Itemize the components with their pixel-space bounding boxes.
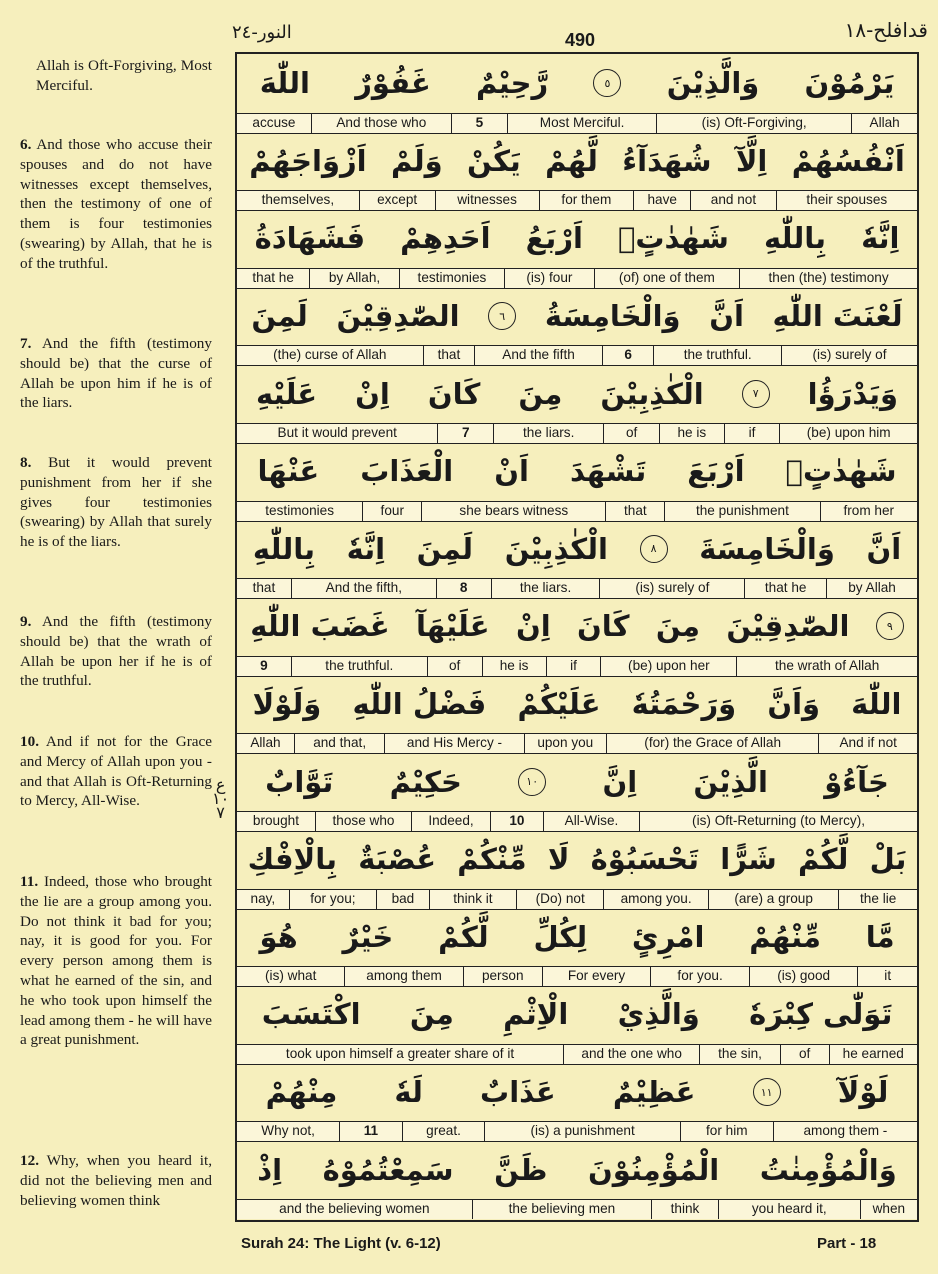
translation-paragraph: 12. Why, when you heard it, did not the believing men and believing women think — [20, 1152, 212, 1209]
arabic-word: لَمِنَ — [251, 299, 308, 334]
arabic-word: لَهٗ — [394, 1075, 423, 1110]
arabic-word: اَنْفُسُهُمْ — [791, 143, 905, 178]
arabic-word: بِالْاِفْكِ — [247, 842, 338, 877]
gloss-cell: Allah — [851, 114, 917, 133]
gloss-line — [237, 345, 917, 366]
gloss-cell: that — [605, 502, 664, 521]
gloss-cell: Allah — [250, 735, 281, 751]
word-by-word-panel — [235, 52, 919, 1222]
arabic-word: اِلَّآ — [735, 143, 768, 178]
gloss-line — [237, 113, 917, 134]
gloss-verse-number: 10 — [490, 812, 543, 831]
gloss-cell: (is) Oft-Forgiving, — [656, 114, 851, 133]
gloss-cell: then (the) testimony — [739, 269, 917, 288]
gloss-cell: and not — [690, 191, 775, 210]
gloss-cell: that he — [252, 269, 294, 285]
arabic-word: شَرًّا — [720, 842, 777, 877]
gloss-cell: And if not — [818, 734, 917, 753]
gloss-cell: for them — [539, 191, 634, 210]
gloss-verse-number: 7 — [437, 424, 493, 443]
arabic-word: امْرِئٍ — [631, 919, 705, 954]
arabic-word: غَفُوْرٌ — [355, 66, 431, 101]
gloss-cell: for him — [680, 1122, 773, 1141]
gloss-cell: Most Merciful. — [507, 114, 656, 133]
arabic-word: تَشْهَدَ — [569, 454, 647, 489]
gloss-cell: that — [423, 346, 475, 365]
gloss-cell: if — [546, 657, 601, 676]
gloss-cell: she bears witness — [421, 502, 605, 521]
arabic-word: لَوْلَآ — [837, 1075, 889, 1110]
gloss-cell: And the fifth, — [291, 579, 436, 598]
arabic-word: تَوَّابٌ — [265, 764, 334, 799]
arabic-line — [237, 752, 917, 811]
translation-paragraph: 7. And the fifth (testimony should be) that the curse of Allah be upon him if he is of the liars. — [20, 335, 212, 412]
arabic-word: يَرْمُوْنَ — [804, 66, 895, 101]
arabic-line — [237, 132, 917, 191]
gloss-verse-number: 9 — [260, 657, 268, 673]
gloss-line — [237, 733, 917, 754]
ayah-number-marker: ٥ — [593, 69, 621, 97]
arabic-word: شُهَدَآءُ — [622, 143, 712, 178]
arabic-word: اَرْبَعُ — [525, 221, 583, 256]
gloss-cell: (of) one of them — [594, 269, 740, 288]
translation-paragraph: 9. And the fifth (testimony should be) that the wrath of Allah be upon her if he is of the truthful. — [20, 613, 212, 690]
arabic-line — [237, 287, 917, 346]
arabic-word: مَّا — [865, 919, 895, 954]
gloss-cell: for you. — [650, 967, 749, 986]
gloss-cell: (for) the Grace of Allah — [606, 734, 818, 753]
gloss-cell: it — [857, 967, 917, 986]
arabic-word: بِاللّٰهِ — [252, 531, 315, 566]
arabic-word: لَّكُمْ — [797, 842, 849, 877]
gloss-cell: (is) what — [265, 968, 317, 984]
arabic-line — [237, 908, 917, 967]
arabic-word: اللّٰهَ — [259, 66, 310, 101]
gloss-line — [237, 190, 917, 211]
arabic-word: تَوَلّٰى كِبْرَهٗ — [749, 997, 893, 1032]
gloss-cell: of — [427, 657, 482, 676]
arabic-word: اَنَّ — [866, 531, 902, 566]
arabic-word: الْاِثْمِ — [503, 997, 569, 1032]
arabic-line — [237, 520, 917, 579]
arabic-word: وَالْخَامِسَةُ — [544, 299, 681, 334]
arabic-word: الصّٰدِقِيْنَ — [336, 299, 460, 334]
arabic-word: حَكِيْمٌ — [389, 764, 462, 799]
arabic-word: الَّذِيْنَ — [693, 764, 768, 799]
gloss-cell: the truthful. — [653, 346, 781, 365]
ayah-number-marker: ٩ — [876, 612, 904, 640]
gloss-cell: great. — [402, 1122, 485, 1141]
gloss-cell: among them — [344, 967, 462, 986]
gloss-cell: accuse — [252, 114, 296, 130]
arabic-word: ظَنَّ — [494, 1152, 548, 1187]
translation-paragraph: 6. And those who accuse their spouses and do not have witnesses except themselves, then the testimony of one of them is four testimonies (swearing) by Allah, that he is of the truthful. — [20, 136, 212, 272]
gloss-cell: (is) Oft-Returning (to Mercy), — [639, 812, 917, 831]
gloss-cell: witnesses — [435, 191, 539, 210]
arabic-word: اللّٰهَ — [851, 687, 902, 722]
gloss-line — [237, 966, 917, 987]
arabic-word: شَهٰدٰتٍۭ — [617, 221, 729, 256]
gloss-verse-number: 8 — [436, 579, 491, 598]
arabic-word: عَذَابٌ — [480, 1075, 556, 1110]
gloss-cell: person — [463, 967, 542, 986]
gloss-cell: (be) upon him — [779, 424, 917, 443]
arabic-word: لَا — [547, 842, 570, 877]
gloss-cell: the punishment — [664, 502, 819, 521]
arabic-word: شَهٰدٰتٍۭ — [785, 454, 897, 489]
gloss-cell: And those who — [311, 114, 451, 133]
arabic-word: وَالْمُؤْمِنٰتُ — [759, 1152, 897, 1187]
arabic-word: مِنَ — [518, 376, 563, 411]
arabic-word: وَلَوْلَا — [252, 687, 322, 722]
arabic-word: وَرَحْمَتُهٗ — [631, 687, 737, 722]
gloss-cell: their spouses — [776, 191, 917, 210]
footer-part: Part - 18 — [817, 1235, 877, 1252]
arabic-line — [237, 985, 917, 1044]
arabic-word: عُصْبَةٌ — [358, 842, 437, 877]
gloss-line — [237, 811, 917, 832]
arabic-word: عَلَيْهِ — [256, 376, 318, 411]
gloss-cell: Indeed, — [411, 812, 490, 831]
gloss-line — [237, 268, 917, 289]
arabic-word: عَظِيْمٌ — [612, 1075, 696, 1110]
gloss-cell: and the one who — [563, 1045, 699, 1064]
gloss-line — [237, 1121, 917, 1142]
ayah-number-marker: ٧ — [742, 380, 770, 408]
gloss-cell: he is — [482, 657, 546, 676]
gloss-cell: All-Wise. — [543, 812, 639, 831]
arabic-word: وَالَّذِيْ — [617, 997, 700, 1032]
arabic-word: بَلْ — [869, 842, 907, 877]
arabic-word: اَزْوَاجَهُمْ — [249, 143, 367, 178]
header-part: قدافلح-١٨ — [844, 18, 928, 42]
arabic-word: لَّهُمْ — [545, 143, 598, 178]
arabic-word: الْمُؤْمِنُوْنَ — [588, 1152, 720, 1187]
header-surah: النور-٢٤ — [232, 22, 292, 43]
translation-paragraph: 8. But it would prevent punishment from her if she gives four testimonies (swearing) by Allah that surely he is of the liars. — [20, 454, 212, 551]
gloss-cell: But it would prevent — [277, 425, 397, 440]
gloss-cell: he earned — [829, 1045, 917, 1064]
arabic-word: فَضْلُ اللّٰهِ — [352, 687, 487, 722]
gloss-line — [237, 889, 917, 910]
arabic-line — [237, 1140, 917, 1199]
arabic-word: اِنَّهٗ — [861, 221, 900, 256]
gloss-cell: those who — [315, 812, 411, 831]
arabic-word: وَلَمْ — [390, 143, 443, 178]
ruku-margin-mark: ع ١٠ ٧ — [212, 775, 230, 822]
gloss-cell: (is) a punishment — [484, 1122, 679, 1141]
arabic-word: فَشَهَادَةُ — [254, 221, 366, 256]
arabic-word: اَحَدِهِمْ — [400, 221, 491, 256]
gloss-cell: (are) a group — [708, 890, 838, 909]
arabic-word: وَالَّذِيْنَ — [666, 66, 760, 101]
gloss-line — [237, 1199, 917, 1219]
arabic-word: الْكٰذِبِيْنَ — [600, 376, 704, 411]
gloss-verse-number: 6 — [602, 346, 654, 365]
gloss-cell: the believing men — [472, 1200, 651, 1219]
arabic-word: يَكُنْ — [466, 143, 521, 178]
gloss-cell: that — [252, 580, 276, 596]
gloss-cell: except — [359, 191, 435, 210]
gloss-cell: (is) good — [749, 967, 857, 986]
gloss-cell: have — [633, 191, 690, 210]
gloss-cell: of — [780, 1045, 829, 1064]
arabic-word: الْكٰذِبِيْنَ — [504, 531, 608, 566]
ayah-number-marker: ١١ — [753, 1078, 781, 1106]
arabic-word: عَلَيْهَآ — [416, 609, 490, 644]
gloss-cell: upon you — [524, 734, 606, 753]
gloss-line — [237, 1044, 917, 1065]
gloss-cell: And the fifth — [474, 346, 602, 365]
arabic-word: مِّنْهُمْ — [749, 919, 821, 954]
arabic-word: مِّنْكُمْ — [457, 842, 527, 877]
gloss-line — [237, 423, 917, 444]
gloss-cell: for you; — [289, 890, 376, 909]
gloss-cell: (is) four — [504, 269, 593, 288]
gloss-cell: (is) surely of — [599, 579, 744, 598]
gloss-cell: among you. — [603, 890, 708, 909]
gloss-verse-number: 5 — [451, 114, 507, 133]
translation-paragraph: 11. Indeed, those who brought the lie are a group among you. Do not think it bad for you; nay, it is good for you. For every person among them is what he earned of the sin, and he who took upon himself the lead among them - he will have a great punishment. — [20, 873, 213, 1049]
arabic-word: كَانَ — [577, 609, 630, 644]
arabic-word: اِذْ — [257, 1152, 283, 1187]
gloss-cell: and that, — [294, 734, 384, 753]
gloss-cell: think it — [429, 890, 516, 909]
arabic-word: كَانَ — [427, 376, 481, 411]
gloss-cell: took upon himself a greater share of it — [285, 1045, 515, 1061]
arabic-word: عَلَيْكُمْ — [517, 687, 601, 722]
page-number: 490 — [564, 30, 596, 50]
arabic-word: غَضَبَ اللّٰهِ — [250, 609, 390, 644]
gloss-cell: and His Mercy - — [384, 734, 523, 753]
arabic-word: اِنْ — [355, 376, 390, 411]
arabic-word: وَيَدْرَؤُا — [807, 376, 898, 411]
arabic-line — [237, 675, 917, 734]
ayah-number-marker: ١٠ — [518, 768, 546, 796]
gloss-cell: four — [362, 502, 421, 521]
arabic-word: مِنَ — [409, 997, 454, 1032]
gloss-cell: bad — [376, 890, 429, 909]
arabic-line — [237, 1063, 917, 1122]
arabic-word: اَرْبَعَ — [687, 454, 745, 489]
arabic-word: وَاَنَّ — [767, 687, 821, 722]
gloss-cell: that he — [744, 579, 826, 598]
gloss-verse-number: 11 — [339, 1122, 401, 1141]
gloss-cell: (be) upon her — [600, 657, 736, 676]
arabic-line — [237, 54, 917, 113]
arabic-word: خَيْرٌ — [342, 919, 394, 954]
gloss-cell: among them - — [773, 1122, 917, 1141]
gloss-cell: themselves, — [261, 192, 335, 208]
arabic-word: لَعْنَتَ اللّٰهِ — [772, 299, 903, 334]
gloss-cell: the liars. — [493, 424, 603, 443]
gloss-cell: he is — [659, 424, 724, 443]
arabic-word: الصّٰدِقِيْنَ — [726, 609, 850, 644]
arabic-word: اَنْ — [494, 454, 529, 489]
translation-paragraph: Allah is Oft-Forgiving, Most Merciful. — [36, 57, 212, 94]
gloss-cell: testimonies — [265, 502, 335, 518]
arabic-word: اِنْ — [515, 609, 551, 644]
arabic-line — [237, 364, 917, 423]
arabic-line — [237, 442, 917, 501]
gloss-cell: when — [860, 1200, 917, 1219]
gloss-cell: the sin, — [699, 1045, 780, 1064]
gloss-cell: by Allah — [826, 579, 917, 598]
ayah-number-marker: ٨ — [640, 535, 668, 563]
gloss-cell: if — [724, 424, 780, 443]
gloss-cell: the wrath of Allah — [736, 657, 917, 676]
arabic-word: لَمِنَ — [416, 531, 474, 566]
arabic-word: اِنَّ — [602, 764, 638, 799]
ayah-number-marker: ٦ — [488, 302, 516, 330]
gloss-cell: (is) surely of — [781, 346, 917, 365]
gloss-cell: by Allah, — [309, 269, 398, 288]
gloss-line — [237, 501, 917, 522]
arabic-word: اَنَّ — [709, 299, 744, 334]
gloss-cell: and the believing women — [279, 1201, 430, 1216]
arabic-word: وَالْخَامِسَةَ — [699, 531, 835, 566]
gloss-cell: the liars. — [491, 579, 600, 598]
gloss-cell: of — [603, 424, 659, 443]
arabic-word: هُوَ — [259, 919, 298, 954]
gloss-cell: For every — [542, 967, 650, 986]
arabic-word: جَآءُوْ — [824, 764, 889, 799]
arabic-word: لِكُلِّ — [533, 919, 588, 954]
gloss-cell: the truthful. — [291, 657, 427, 676]
arabic-word: تَحْسَبُوْهُ — [590, 842, 700, 877]
gloss-cell: (the) curse of Allah — [273, 347, 387, 363]
gloss-cell: (Do) not — [516, 890, 603, 909]
arabic-word: مِنَ — [655, 609, 700, 644]
arabic-word: رَّحِيْمٌ — [476, 66, 549, 101]
arabic-word: اِنَّهٗ — [346, 531, 386, 566]
arabic-word: سَمِعْتُمُوْهُ — [322, 1152, 454, 1187]
arabic-line — [237, 209, 917, 268]
arabic-word: بِاللّٰهِ — [763, 221, 827, 256]
arabic-line — [237, 597, 917, 656]
arabic-word: لَّكُمْ — [438, 919, 489, 954]
gloss-line — [237, 578, 917, 599]
footer-surah: Surah 24: The Light (v. 6-12) — [241, 1235, 441, 1252]
gloss-line — [237, 656, 917, 677]
arabic-word: الْعَذَابَ — [360, 454, 454, 489]
gloss-cell: the lie — [838, 890, 917, 909]
gloss-cell: from her — [820, 502, 917, 521]
gloss-cell: testimonies — [399, 269, 504, 288]
gloss-cell: brought — [252, 813, 299, 828]
gloss-cell: nay, — [250, 890, 276, 906]
arabic-word: اكْتَسَبَ — [261, 997, 361, 1032]
gloss-cell: you heard it, — [718, 1200, 860, 1219]
arabic-line — [237, 830, 917, 889]
gloss-cell: Why not, — [261, 1123, 315, 1139]
gloss-cell: think — [651, 1200, 718, 1219]
arabic-word: مِنْهُمْ — [265, 1075, 338, 1110]
arabic-word: عَنْهَا — [257, 454, 320, 489]
translation-paragraph: 10. And if not for the Grace and Mercy of Allah upon you - and that Allah is Oft-Returning to Mercy, All-Wise. — [20, 733, 212, 810]
